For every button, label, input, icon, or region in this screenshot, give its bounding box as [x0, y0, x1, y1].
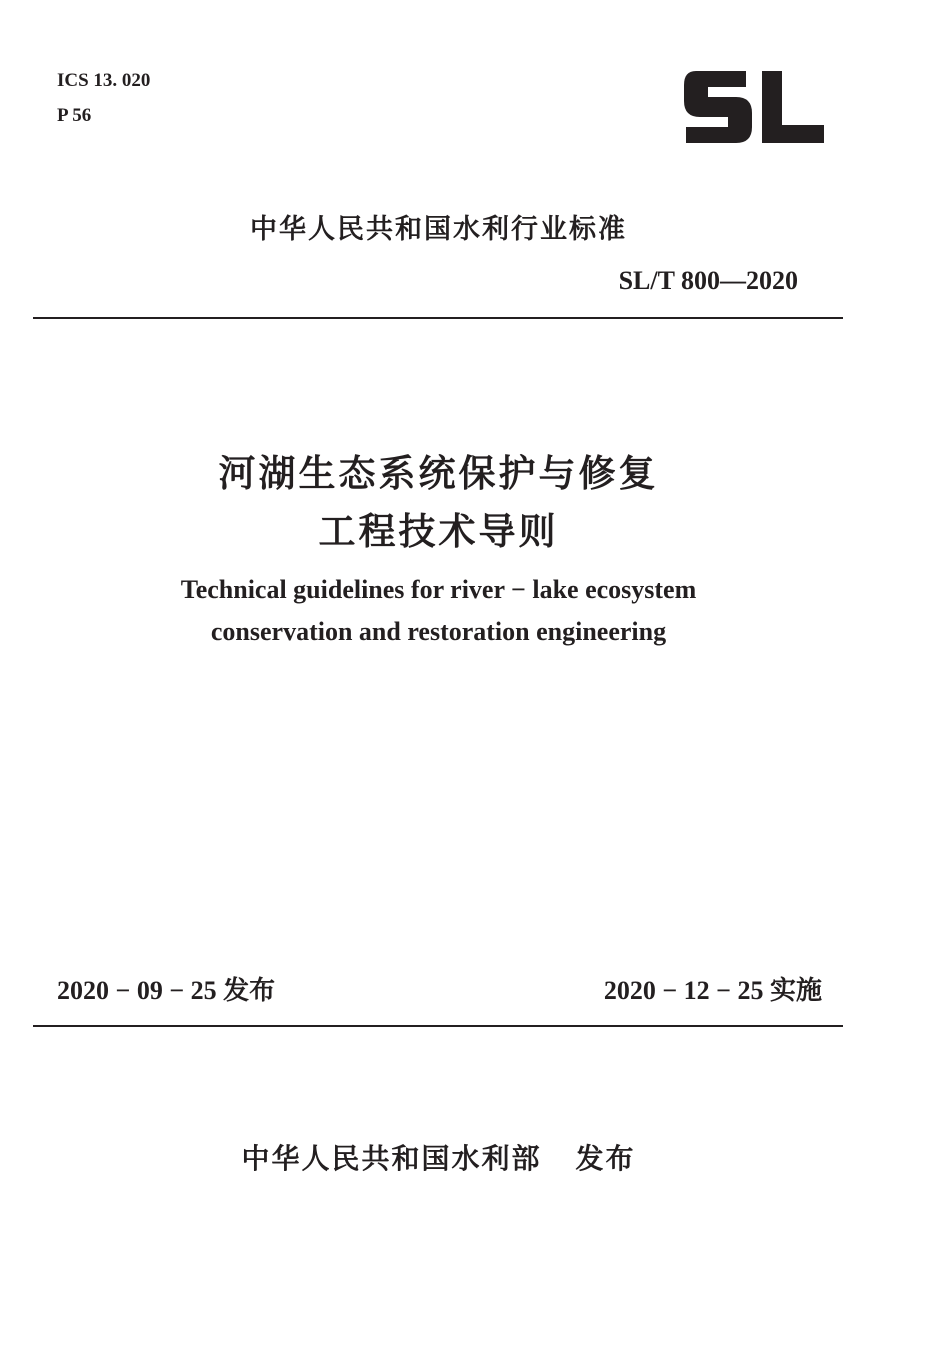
issue-label: 发布 [223, 976, 276, 1006]
effective-label: 实施 [769, 976, 822, 1006]
title-en-line-1: Technical guidelines for river − lake ecosystem [180, 575, 697, 604]
standard-type: 中华人民共和国水利行业标准 [250, 214, 627, 245]
title-zh-line-1: 河湖生态系统保护与修复 [218, 452, 659, 495]
publisher-line [0, 1137, 877, 1177]
title-en-line-2: conservation and restoration engineering [210, 617, 667, 646]
title-zh-line-2: 工程技术导则 [318, 510, 559, 553]
standard-number: SL/T 800—2020 [618, 266, 798, 295]
logo-letter-l [762, 71, 824, 143]
issue-date: 2020 − 09 − 25 [57, 976, 217, 1005]
effective-date-block [604, 970, 822, 1007]
bottom-divider [33, 1025, 843, 1027]
ics-code: ICS 13. 020 [57, 70, 151, 91]
top-divider [33, 317, 843, 319]
logo-letter-s [684, 71, 752, 143]
classification-code: P 56 [57, 105, 92, 126]
effective-date: 2020 − 12 − 25 [603, 976, 764, 1005]
sl-logo [684, 71, 824, 143]
publisher-action: 发布 [575, 1142, 636, 1175]
issue-date-block [57, 970, 275, 1007]
publisher-name: 中华人民共和国水利部 [241, 1142, 542, 1175]
